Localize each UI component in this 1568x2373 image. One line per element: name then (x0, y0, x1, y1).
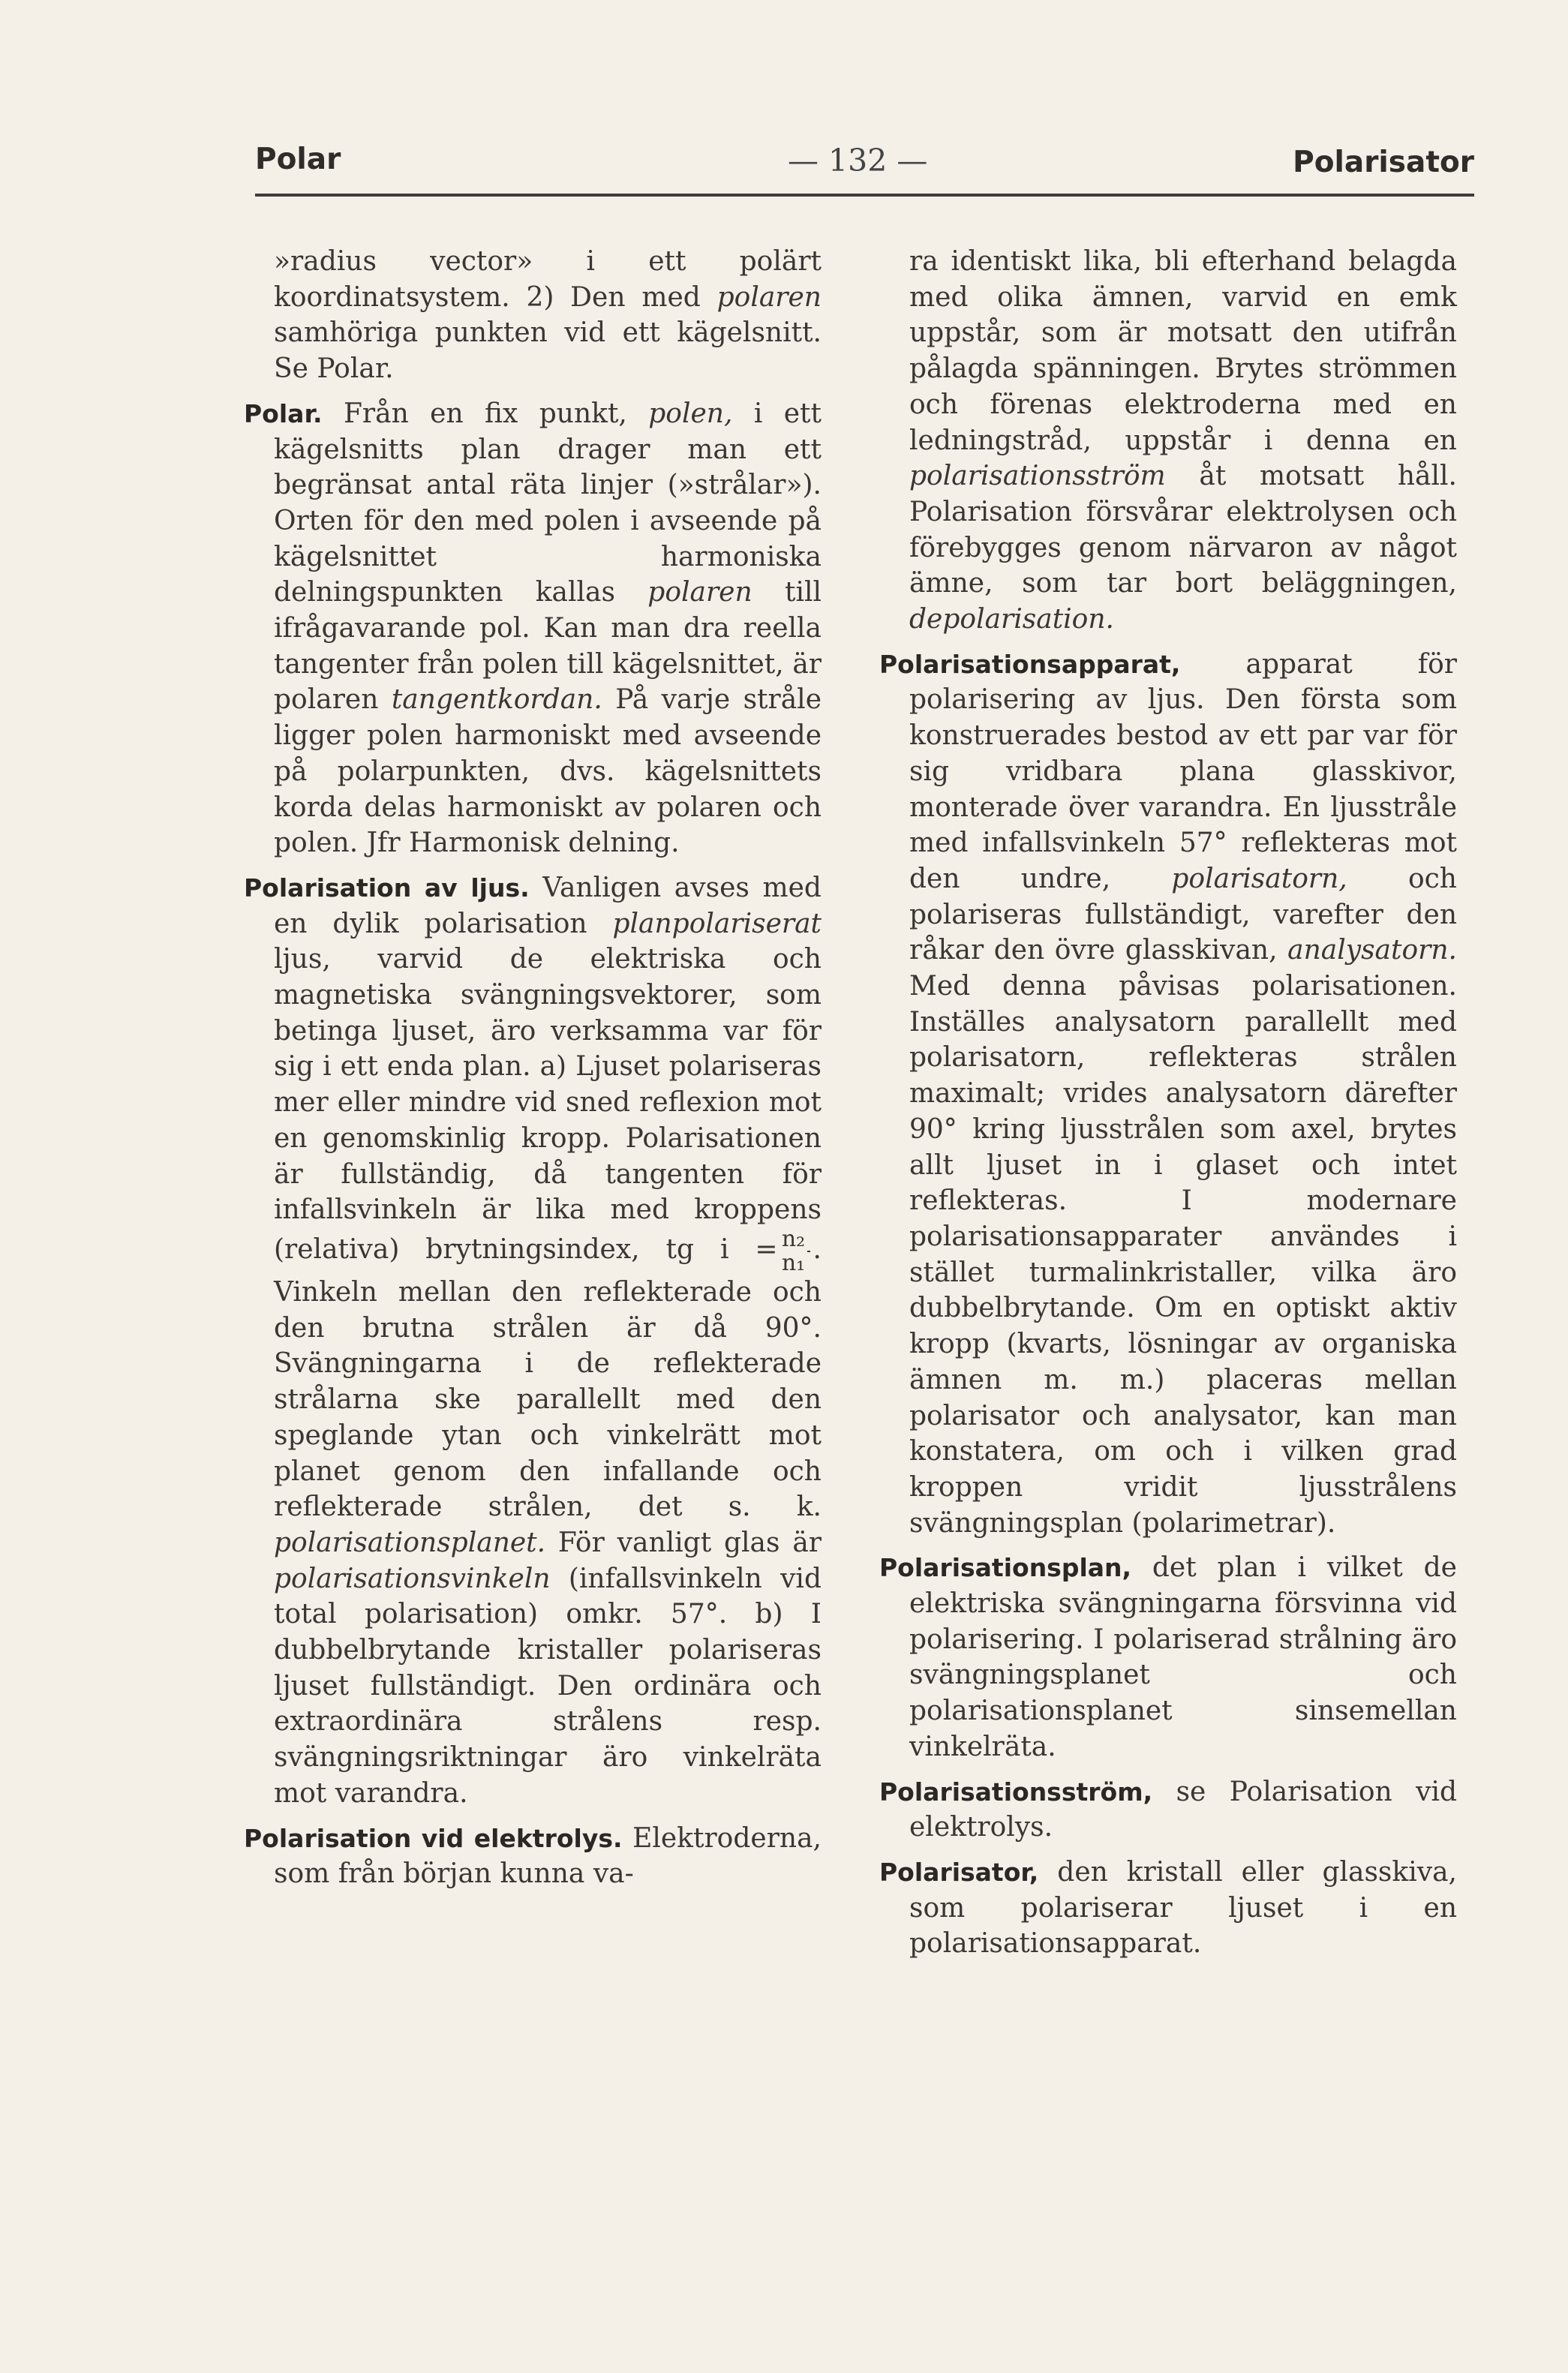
page-number: — 132 — (788, 143, 928, 179)
refraction-formula (781, 1225, 810, 1276)
entry-text: den kristall eller glasskiva, som polariserar ljuset i en polarisationsapparat. (909, 1856, 1457, 1960)
entry-text: För vanligt glas är (557, 1527, 822, 1558)
entry-text: Från en fix punkt, (343, 398, 627, 429)
entry-text: apparat för polarisering av ljus. Den första som konstruerades bestod av ett par var för sig vridbara plana glasskivor, monterade över varandra. En ljusstråle med infallsvinkeln 57° reflekteras mot den undre, (909, 648, 1457, 894)
header-right-word: Polarisator (1293, 146, 1474, 179)
formula-denominator: n₁ (781, 1249, 806, 1276)
entry-term: Polarisationsplan, (879, 1553, 1132, 1583)
entry-text: se Polarisation vid elektrolys. (909, 1776, 1457, 1843)
entry-polarisationsplan (879, 1550, 1457, 1765)
entry-emphasis: polarisationsvinkeln (274, 1563, 551, 1594)
entry-text: På varje stråle ligger polen harmoniskt med avseende på polarpunkten, dvs. kägelsnittets korda delas harmoniskt av polaren och polen. Jfr Harmonisk delning. (274, 684, 822, 859)
entry-polarisator (879, 1855, 1457, 1962)
entry-emphasis: tangentkordan. (391, 684, 602, 716)
entry-term: Polarisator, (879, 1857, 1039, 1887)
entry-text: Med denna påvisas polarisationen. Inställes analysatorn parallellt med polarisatorn, reflekteras strålen maximalt; vrides analysatorn därefter 90° kring ljusstrålen som axel, brytes allt ljuset in i glaset och intet reflekteras. I modernare polarisationsapparater användes i stället turmalinkristaller, vilka äro dubbelbrytande. Om en optiskt aktiv kropp (kvarts, lösningar av organiska ämnen m. m.) placeras mellan polarisator och analysator, kan man konstatera, om och i vilken grad kroppen vridit ljusstrålens svängningsplan (polarimetrar). (909, 971, 1457, 1539)
entry-emphasis: polaren (716, 281, 822, 313)
page-header (255, 135, 1474, 180)
formula-numerator: n₂ (807, 1228, 810, 1252)
entry-emphasis: polaren (647, 577, 752, 608)
right-column (879, 244, 1457, 1962)
entry-polar-continued (244, 244, 822, 387)
entry-emphasis: polarisatorn, (1171, 863, 1347, 894)
entry-polarisationsapparat (879, 647, 1457, 1542)
entry-text: samhöriga punkten vid ett kägelsnitt. Se Polar. (274, 317, 822, 385)
entry-text: . Vinkeln mellan den reflekterade och den brutna strålen är då 90°. Svängningarna i de reflekterade strålarna ske parallellt med den speglande ytan och vinkelrätt mot planet genom den infallande och reflekterade strålen, det s. k. (274, 1233, 822, 1523)
entry-text: »radius vector» i ett polärt koordinatsystem. 2) Den med (274, 246, 822, 313)
entry-elektrolys-continued (879, 244, 1457, 638)
entry-text: Vanligen avses med en dylik polarisation (274, 872, 822, 939)
entry-term: Polarisationsström, (879, 1777, 1153, 1807)
left-column (244, 244, 822, 1892)
entry-text: Elektroderna, som från början kunna va- (274, 1822, 822, 1890)
entry-term: Polarisation av ljus. (244, 873, 530, 903)
entry-term: Polar. (244, 398, 323, 428)
entry-emphasis: polarisationsström (909, 461, 1166, 492)
entry-polarisation-vid-elektrolys (244, 1821, 822, 1892)
entry-text: åt motsatt håll. Polarisation försvårar elektrolysen och förebygges genom närvaron av något ämne, som tar bort beläggningen, (909, 461, 1457, 599)
header-left-word: Polar (255, 143, 341, 176)
entry-polarisationsstrom (879, 1774, 1457, 1846)
entry-emphasis: planpolariserat (612, 908, 822, 939)
entry-emphasis: analysatorn. (1287, 935, 1457, 966)
entry-emphasis: polen, (648, 398, 733, 429)
entry-emphasis: polarisationsplanet. (274, 1527, 546, 1558)
entry-text: det plan i vilket de elektriska svängningarna försvinna vid polarisering. I polariserad strålning äro svängningsplanet och polarisationsplanet sinsemellan vinkelräta. (909, 1552, 1457, 1762)
entry-polarisation-av-ljus (244, 870, 822, 1812)
entry-emphasis: depolarisation. (909, 604, 1114, 635)
entry-term: Polarisationsapparat, (879, 649, 1181, 679)
entry-text: (infallsvinkeln vid total polarisation) omkr. 57°. b) I dubbelbrytande kristaller polariseras ljuset fullständigt. Den ordinära och extraordinära strålens resp. svängningsriktningar äro vinkelräta mot varandra. (274, 1563, 822, 1809)
entry-text: och polariseras fullständigt, varefter den råkar den övre glasskivan, (909, 863, 1457, 966)
entry-text: i ett kägelsnitts plan drager man ett begränsat antal räta linjer (»strålar»). Orten för den med polen i avseende på kägelsnittet harmoniska delningspunkten kallas (274, 398, 822, 608)
header-rule (255, 194, 1474, 197)
entry-term: Polarisation vid elektrolys. (244, 1823, 623, 1853)
entry-text: till ifrågavarande pol. Kan man dra reella tangenter från polen till kägelsnittet, är polaren (274, 577, 822, 716)
entry-text: ljus, varvid de elektriska och magnetiska svängningsvektorer, som betinga ljuset, äro verksamma var för sig i ett enda plan. a) Ljuset polariseras mer eller mindre vid sned reflexion mot en genomskinlig kropp. Polarisationen är fullständig, då tangenten för infallsvinkeln är lika med kroppens (relativa) brytningsindex, tg i = (274, 944, 822, 1265)
entry-polar (244, 396, 822, 861)
entry-text: ra identiskt lika, bli efterhand belagda med olika ämnen, varvid en emk uppstår, som är motsatt den utifrån pålagda spänningen. Brytes strömmen och förenas elektroderna med en ledningstråd, uppstår i denna en (909, 246, 1457, 456)
